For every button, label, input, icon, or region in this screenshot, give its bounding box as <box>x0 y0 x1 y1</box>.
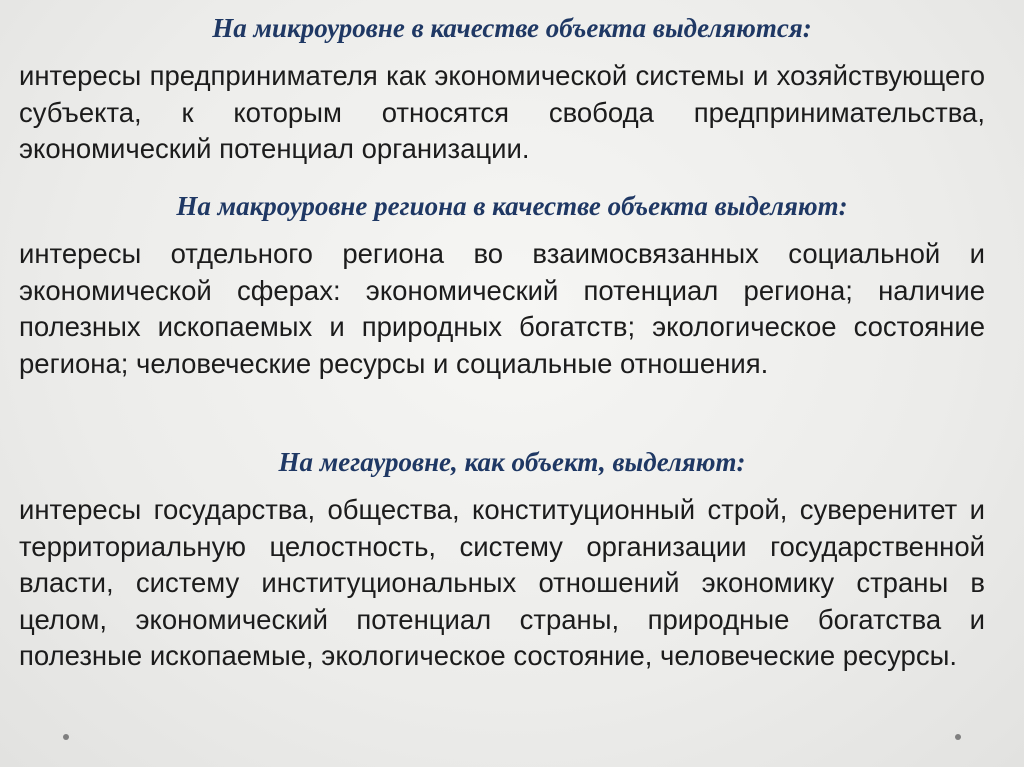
heading-macro-level: На макроуровне региона в качестве объекта выделяют: <box>176 191 848 221</box>
paragraph-mega-level: интересы государства, общества, конституционный строй, суверенитет и территориальную целостность, систему организации государственной власти, систему институциональных отношений экономику страны в целом, экономический потенциал страны, природные богатства и полезные ископаемые, экологическое состояние, человеческие ресурсы. <box>19 494 985 671</box>
paragraph-macro-level: интересы отдельного региона во взаимосвязанных социальной и экономической сферах: экономический потенциал региона; наличие полезных ископаемых и природных богатств; экологическое состояние региона; человеческие ресурсы и социальные отношения. <box>19 238 985 379</box>
corner-dot-right <box>955 734 961 740</box>
corner-dot-left <box>63 734 69 740</box>
heading-micro-level: На микроуровне в качестве объекта выделяются: <box>212 13 812 43</box>
paragraph-micro-level: интересы предпринимателя как экономической системы и хозяйствующего субъекта, к которым относятся свобода предпринимательства, экономический потенциал организации. <box>19 60 985 164</box>
heading-mega-level: На мегауровне, как объект, выделяют: <box>278 447 746 477</box>
